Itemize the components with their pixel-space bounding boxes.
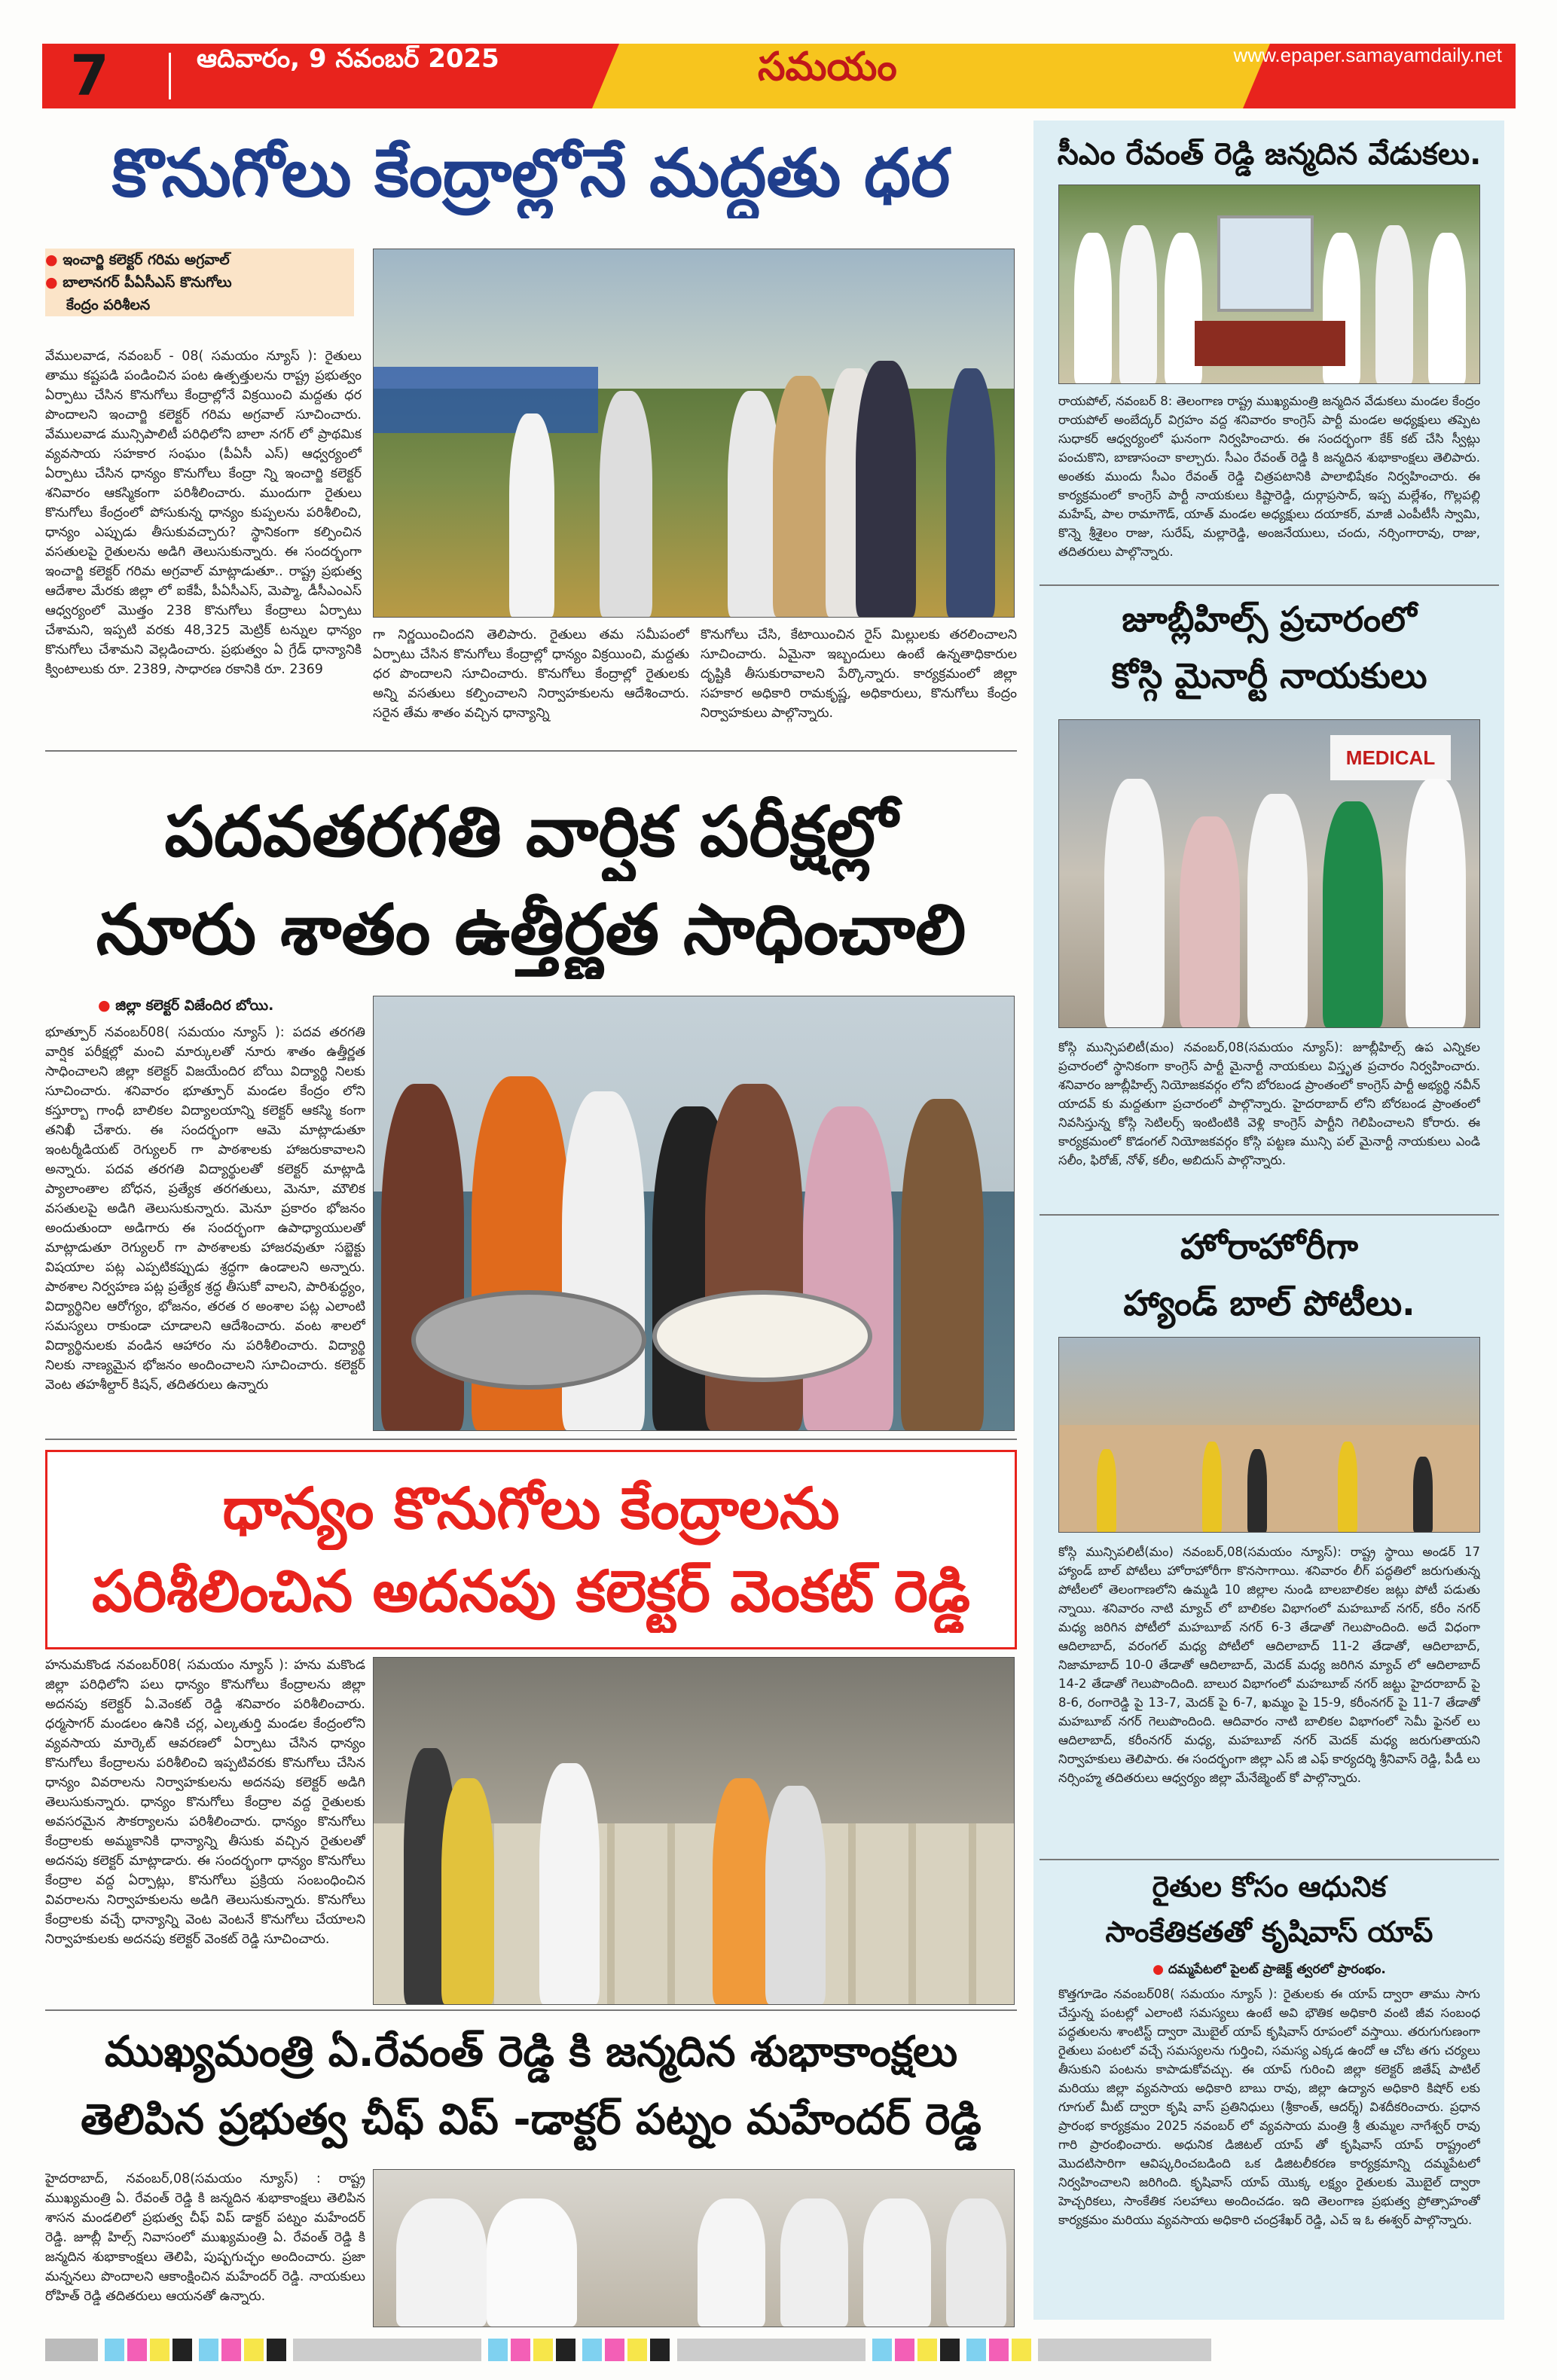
side2-text: కోస్గి మున్సిపలిటీ(మం) నవంబర్,08(సమయం న్యూస్): జూబ్లీహిల్స్ ఉప ఎన్నికల ప్రచారంలో స్థానికంగా కాంగ్రెస్ పార్టీ మైనార్టీ నాయకులు విస్తృత ప్రచారం నిర్వహించారు. శనివారం జూబ్లీహిల్స్ నియోజకవర్గం లోని బోరబండ ప్రాంతంలో కాంగ్రెస్ పార్టీ అభ్యర్థి నవీన్ యాదవ్ కు మద్దతుగా ప్రచారంలో పాల్గొన్నారు. హైదరాబాద్ లోని బోరబండ ప్రాంతంలో నివసిస్తున్న కోస్గి సెటిలర్స్ ఇంటింటికి వెళ్లి కాంగ్రెస్ పార్టీని గెలిపించాలని కోరారు. ఈ కార్యక్రమంలో కొడంగల్ నియోజకవర్గం కోస్గి పట్టణ మున్సి పల్ మైనార్టీ నాయకులు ఎండి సలీం, ఫిరోజ్, నోళ్, కలీం, అబిదుస్ పాల్గొన్నారు. xyxy=(1058,1040,1480,1167)
story1-photo xyxy=(373,249,1015,618)
story1-col1: వేములవాడ, నవంబర్ - 08( సమయం న్యూస్ ): రైతులు తాము కష్టపడి పండించిన పంట ఉత్పత్తులను రాష్ట్ర ప్రభుత్వం ఏర్పాటు చేసిన కొనుగోలు కేంద్రాల్లోనే విక్రయించి మద్దతు ధర పొందాలని ఇంచార్జి కలెక్టర్ గరిమ అగ్రవాల్ సూచించారు. వేములవాడ మున్సిపాలిటీ పరిధిలోని బాలా నగర్ లో ప్రాథమిక వ్యవసాయ సహకార సంఘం (పీఏసీ ఎస్) ఆధ్వర్యంలో ఏర్పాటు చేసిన ధాన్యం కొనుగోలు కేంద్రా న్ని ఇంచార్జి కలెక్టర్ శనివారం ఆకస్మికంగా పరిశీలించారు. ముందుగా రైతులు కొనుగోలు కేంద్రంలో పోసుకున్న ధాన్యం కుప్పలను పరిశీలించి, ధాన్యం ఎప్పుడు తీసుకువచ్చారు? స్థానికంగా కల్పించిన వసతులపై రైతులను అడిగి తెలుసుకున్నారు. ఈ సందర్భంగా ఇంచార్జి కలెక్టర్ గరిమ అగ్రవాల్ మాట్లాడుతూ.. రాష్ట్ర ప్రభుత్వ ఆదేశాల మేరకు జిల్లా లో ఐకేపీ, పీఏసీఎస్, మెప్మా, డీసీఎంఎస్ ఆధ్వర్యంలో మొత్తం 238 కొనుగోలు కేంద్రాలు ఏర్పాటు చేశామని, ఇప్పటి వరకు 48,325 మెట్రిక్ టన్నుల ధాన్యం కొనుగోలు చేశామని వెల్లడించారు. ప్రభుత్వం ఏ గ్రేడ్ ధాన్యానికి క్వింటాలుకు రూ. 2389, సాధారణ రకానికి రూ. 2369 xyxy=(45,349,362,677)
side2-headline-line1: జూబ్లీహిల్స్ ప్రచారంలో xyxy=(1122,599,1417,639)
story1-bullet: ● బాలానగర్ పీఏసీఎస్ కొనుగోలు xyxy=(45,271,354,294)
story4-photo xyxy=(373,2169,1015,2327)
story1-bullet: ● ఇంచార్జి కలెక్టర్ గరిమ అగ్రవాల్ xyxy=(45,249,354,271)
story3-headline-box xyxy=(45,1450,1017,1649)
side2-photo xyxy=(1058,719,1480,1028)
story3-headline-line2: పరిశీలించిన అదనపు కలెక్టర్ వెంకట్ రెడ్డి xyxy=(91,1558,971,1625)
side4-headline-line2: సాంకేతికతతో కృషివాస్ యాప్ xyxy=(1105,1915,1433,1948)
side1-headline: సీఎం రేవంత్ రెడ్డి జన్మదిన వేడుకలు. xyxy=(1057,137,1482,172)
story1-col2: గా నిర్ణయించిందని తెలిపారు. రైతులు తమ సమీపంలో ఏర్పాటు చేసిన కొనుగోలు కేంద్రాల్లో ధాన్యం విక్రయించి, మద్దతు ధర పొందాలని సూచించారు. కొనుగోలు కేంద్రాల్లో రైతులకు అన్ని వసతులు కల్పించాలని నిర్వాహకులను ఆదేశించారు. సరైన తేమ శాతం వచ్చిన ధాన్యాన్ని xyxy=(373,627,689,721)
epaper-url[interactable]: www.epaper.samayamdaily.net xyxy=(1233,44,1502,66)
color-registration-bar xyxy=(45,2339,1514,2361)
divider xyxy=(45,2009,1017,2011)
story3-text: హనుమకొండ నవంబర్08( సమయం న్యూస్ ): హను మకొండ జిల్లా పరిధిలోని పలు ధాన్యం కొనుగోలు కేంద్రాలను జిల్లా అదనపు కలెక్టర్ ఏ.వెంకట్ రెడ్డి శనివారం పరిశీలించారు. ధర్మసాగర్ మండలం ఉనికి చర్ల, ఎల్కతుర్తి మండల కేంద్రంలోని వ్యవసాయ మార్కెట్ ఆవరణలో ఏర్పాటు చేసిన ధాన్యం కొనుగోలు కేంద్రాలను పరిశీలించి ఇప్పటివరకు కొనుగోలు చేసిన ధాన్యం వివరాలను నిర్వాహకులను అదనపు కలెక్టర్ అడిగి తెలుసుకున్నారు. ధాన్యం కొనుగోలు కేంద్రాల వద్ద రైతులకు అవసరమైన సౌకర్యాలను పరిశీలించారు. ధాన్యం కొనుగోలు కేంద్రాలకు అమ్మకానికి ధాన్యాన్ని తీసుకు వచ్చిన రైతులతో అదనపు కలెక్టర్ మాట్లాడారు. ఈ సందర్భంగా ధాన్యం కొనుగోలు కేంద్రాల వద్ద ఏర్పాట్లు, కొనుగోలు ప్రక్రియ సంబంధించిన వివరాలను నిర్వాహకులను అడిగి తెలుసుకున్నారు. కొనుగోలు కేంద్రాలకు వచ్చే ధాన్యాన్ని వెంట వెంటనే కొనుగోలు చేయాలని నిర్వాహకులకు అదనపు కలెక్టర్ వెంకట్ రెడ్డి సూచించారు. xyxy=(45,1658,365,1947)
story1-headline: కొనుగోలు కేంద్రాల్లోనే మద్దతు ధర xyxy=(111,134,951,212)
side3-text: కోస్గి మున్సిపలిటీ(మం) నవంబర్,08(సమయం న్యూస్): రాష్ట్ర స్థాయి అండర్ 17 హ్యాండ్ బాల్ పోటీలు హోరాహోరీగా కొనసాగాయి. శనివారం లీగ్ పద్ధతిలో జరుగుతున్న పోటీలలో తెలంగాణలోని ఉమ్మడి 10 జిల్లాల నుండి బాలబాలికల జట్లు పోటీ పడుతు న్నాయి. శనివారం నాటి మ్యాచ్ లో బాలికల విభాగంలో మహబూబ్ నగర్, కరీం నగర్ మధ్య జరిగిన పోటీలో మహబూబ్ నగర్ 6-3 తేడాతో గెలుపొందింది. అదే విధంగా ఆదిలాబాద్, వరంగల్ మధ్య పోటీలో ఆదిలాబాద్ 11-2 తేడాతో, ఆదిలాబాద్, నిజామాబాద్ 10-0 తేడాతో ఆదిలాబాద్, మెదక్ మధ్య జరిగిన మ్యాచ్ లో ఆదిలాబాద్ 14-2 తేడాతో గెలుపొందింది. బాలుర విభాగంలో మహబూబ్ నగర్ జట్టు హైదరాబాద్ పై 8-6, రంగారెడ్డి పై 13-7, మెదక్ పై 6-7, ఖమ్మం పై 15-9, కరీంనగర్ పై 11-7 తేడాతో మహబూబ్ నగర్ గెలుపొందింది. ఆదివారం నాటి బాలికల విభాగంలో సెమీ ఫైనల్ లు ఆదిలాబాద్, కరీంనగర్ మధ్య, మహబూబ్ నగర్ మెదక్ మధ్య జరుగుతాయని నిర్వాహకులు తెలిపారు. ఈ సందర్భంగా జిల్లా ఎస్ జి ఎఫ్ కార్యదర్శి శ్రీనివాస్ రెడ్డి, పీడీ లు నర్సింహ్మ తదితరులు ఆధ్వర్యం జిల్లా మేనేజ్మెంట్ కో పాల్గొన్నారు. xyxy=(1058,1545,1480,1785)
divider xyxy=(45,1439,1017,1440)
side4-text: కొత్తగూడెం నవంబర్08( సమయం న్యూస్ ): రైతులకు ఈ యాప్ ద్వారా తాము సాగు చేస్తున్న పంటల్లో ఎలాంటి సమస్యలు ఉంటే అవి భౌతిక అధికారి వంటి జీవ సంబంధ పద్ధతులను శాంటిస్ట్ ద్వారా మొబైల్ యాప్ కృషివాస్ రూపంలో వస్తాయి. తరుగుగుణంగా రైతులు పంటలో వచ్చే సమస్యలను గుర్తించి, సమస్య ఎక్కడ ఉందో ఆ చోట తగు చర్యలు తీసుకుని పంటను కాపాడుకోవచ్చు. ఈ యాప్ గురించి జిల్లా కలెక్టర్ జితేష్ పాటిల్ మరియు జిల్లా వ్యవసాయ అధికారి బాబు రావు, జిల్లా ఉద్యాన అధికారి కిషోర్ లకు గూగుల్ మీట్ ద్వారా కృషి వాస్ ప్రతినిధులు (శ్రీకాంత్, ఆదర్శ్) విశదీకరించారు. ప్రధాన ప్రారంభ కార్యక్రమం 2025 నవంబర్ లో వ్యవసాయ మంత్రి శ్రీ తుమ్మల నాగేశ్వర్ రావు గారి ప్రారంభించారు. అధునిక డిజిటల్ యాప్ తో కృషివాస్ యాప్ రాష్ట్రంలో మొదటిసారిగా ఆవిష్కరించబడింది ఒక డిజిటలీకరణ కార్యక్రమాన్ని దమ్మపేటలో నిర్వహించాలని జరిగింది. కృషివాస్ యాప్ యొక్క లక్ష్యం రైతులకు మొబైల్ ద్వారా హెచ్చరికలు, సాంకేతిక సలహాలు అందించడం. ఇది తెలంగాణ ప్రభుత్వ ప్రోత్సాహంతో కార్యక్రమం మరియు వ్యవసాయ అధికారి చంద్రశేఖర్ రెడ్డి, ఎచ్ ఇ ఓ ఈశ్వర్ పాల్గొన్నారు. xyxy=(1058,1987,1480,2227)
side4-headline-line1: రైతుల కోసం ఆధునిక xyxy=(1152,1870,1387,1903)
story2-headline-line2: నూరు శాతం ఉత్తీర్ణత సాధించాలి xyxy=(96,889,966,970)
page-number: 7 xyxy=(70,44,109,108)
divider xyxy=(1040,584,1499,586)
story4-text: హైదరాబాద్, నవంబర్,08(సమయం న్యూస్) : రాష్ట్ర ముఖ్యమంత్రి ఏ. రేవంత్ రెడ్డి కి జన్మదిన శుభాకాంక్షలు తెలిపిన శాసన మండలిలో ప్రభుత్వ చీఫ్ విప్ డాక్టర్ పట్నం మహేందర్ రెడ్డి. జూబ్లీ హిల్స్ నివాసంలో ముఖ్యమంత్రి ఏ. రేవంత్ రెడ్డి కి జన్మదిన శుభాకాంక్షలు తెలిపి, పుష్పగుచ్ఛం అందించారు. ప్రజా మన్ననలు పొందాలని ఆకాంక్షించిన మహేందర్ రెడ్డి. నాయకులు రోహిత్ రెడ్డి తదితరులు ఆయనతో ఉన్నారు. xyxy=(45,2171,365,2304)
side3-headline-line1: హోరాహోరీగా xyxy=(1180,1226,1358,1267)
story2-text: భూత్పూర్ నవంబర్08( సమయం న్యూస్ ): పదవ తరగతి వార్షిక పరీక్షల్లో మంచి మార్కులతో నూరు శాతం ఉత్తీర్ణత సాధించాలని జిల్లా కలెక్టర్ విజయేందిర బోయి విద్యార్థి నిలకు సూచించారు. శనివారం భూత్పూర్ మండల కేంద్రం లోని కస్తూర్బా గాంధీ బాలికల విద్యాలయాన్ని కలెక్టర్ ఆకస్మి కంగా తనిఖీ చేశారు. ఈ సందర్భంగా ఆమె మాట్లాడుతూ ఇంటర్మీడియట్ రెగ్యులర్ గా పాఠశాలకు హాజరుకావాలని అన్నారు. పదవ తరగతి విద్యార్థులతో కలెక్టర్ మాట్లాడి ప్యాలాంతాల బోధన, ప్రత్యేక తరగతులు, మెనూ, మౌలిక వసతులపై అడిగి తెలుసుకున్నారు. మెనూ ప్రకారం భోజనం అందుతుందా అడిగారు ఈ సందర్భంగా ఉపాధ్యాయులతో మాట్లాడుతూ రెగ్యులర్ గా పాఠశాలకు హాజరవుతూ సబ్జెక్టు విషయాల పట్ల ఎప్పటికప్పుడు శ్రద్ధగా ఉండాలని అన్నారు. పాఠశాల నిర్వహణ పట్ల ప్రత్యేక శ్రద్ధ తీసుకో వాలని, పారిశుద్ధ్యం, విద్యార్థినిల ఆరోగ్యం, భోజనం, తరత ర అంశాల పట్ల ఎలాంటి సమస్యలు రాకుండా చూడాలని ఆదేశించారు. వంట శాలలో విద్యార్థినులకు వండిన ఆహారం ను పరిశీలించారు. విద్యార్థి నిలకు నాణ్యమైన భోజనం అందించాలని సూచించారు. కలెక్టర్ వెంట తహశీల్దార్ కిషన్, తదితరులు ఉన్నారు xyxy=(45,1025,365,1393)
story2-photo xyxy=(373,996,1015,1431)
side4-bullet: ● దమ్మపేటలో పైలట్ ప్రాజెక్ట్ త్వరలో ప్రారంభం. xyxy=(1152,1962,1386,1977)
newspaper-brand: సమయం xyxy=(758,44,897,90)
medical-sign: MEDICAL xyxy=(1330,735,1451,780)
side2-headline-line2: కోస్గి మైనార్టీ నాయకులు xyxy=(1111,655,1427,696)
side3-headline-line2: హ్యాండ్ బాల్ పోటీలు. xyxy=(1123,1283,1415,1323)
divider xyxy=(45,750,1017,752)
story1-bullet: కేంద్రం పరిశీలన xyxy=(45,294,354,316)
story3-headline-line1: ధాన్యం కొనుగోలు కేంద్రాలను xyxy=(222,1475,840,1542)
story2-headline-line1: పదవతరగతి వార్షిక పరీక్షల్లో xyxy=(164,792,898,872)
story4-headline-line1: ముఖ్యమంత్రి ఏ.రేవంత్ రెడ్డి కి జన్మదిన శుభాకాంక్షలు xyxy=(104,2028,958,2076)
side1-text: రాయపోల్, నవంబర్ 8: తెలంగాణ రాష్ట్ర ముఖ్యమంత్రి జన్మదిన వేడుకలు మండల కేంద్రం రాయపోల్ అంబేద్కర్ విగ్రహం వద్ద శనివారం కాంగ్రెస్ పార్టీ మండల అధ్యక్షులు తప్పెట సుధాకర్ ఆధ్వర్యంలో ఘనంగా నిర్వహించారు. ఈ సందర్భంగా కేక్ కట్ చేసి స్వీట్లు పంచుకొని, బాణాసంచా కాల్చారు. సీఎం రేవంత్ రెడ్డి కి జన్మదిన శుభాకాంక్షలు తెలిపారు. అంతకు ముందు సీఎం రేవంత్ రెడ్డి చిత్రపటానికి పాలాభిషేకం నిర్వహించారు. ఈ కార్యక్రమంలో కాంగ్రెస్ పార్టీ నాయకులు కిష్టారెడ్డి, దుర్గాప్రసాద్, ఇప్ప మల్లేశం, గొల్లపల్లి మహేష్, పాల రామాగౌడ్, యాత్ మండల అధ్యక్షులు దయాకర్, మాజీ ఎంపీటీసీ స్వామి, కొన్నె శ్రీశైలం రాజు, సురేష్, మల్లారెడ్డి, అంజనేయులు, చందు, నర్సింగారావు, రాజు, తదితరులు పాల్గొన్నారు. xyxy=(1058,394,1480,559)
story2-byline: ● జిల్లా కలెక్టర్ విజేందిర బోయి. xyxy=(98,997,274,1014)
story4-headline-line2: తెలిపిన ప్రభుత్వ చీఫ్ విప్ -డాక్టర్ పట్నం మహేందర్ రెడ్డి xyxy=(81,2095,982,2144)
issue-date: ఆదివారం, 9 నవంబర్ 2025 xyxy=(197,44,499,74)
divider xyxy=(1040,1214,1499,1216)
divider xyxy=(1040,1859,1499,1860)
story1-col3: కొనుగోలు చేసి, కేటాయించిన రైస్ మిల్లులకు తరలించాలని సూచించారు. ఏమైనా ఇబ్బందులు ఉంటే ఉన్నతాధికారుల దృష్టికి తీసుకురావాలని పేర్కొన్నారు. కార్యక్రమంలో జిల్లా సహకార అధికారి రామకృష్ణ, అధికారులు, కొనుగోలు కేంద్రం నిర్వాహకులు పాల్గొన్నారు. xyxy=(701,627,1017,721)
side1-photo xyxy=(1058,185,1480,384)
story3-photo xyxy=(373,1657,1015,2005)
story1-bullets xyxy=(45,249,354,339)
masthead xyxy=(42,44,1516,108)
side3-photo xyxy=(1058,1337,1480,1533)
